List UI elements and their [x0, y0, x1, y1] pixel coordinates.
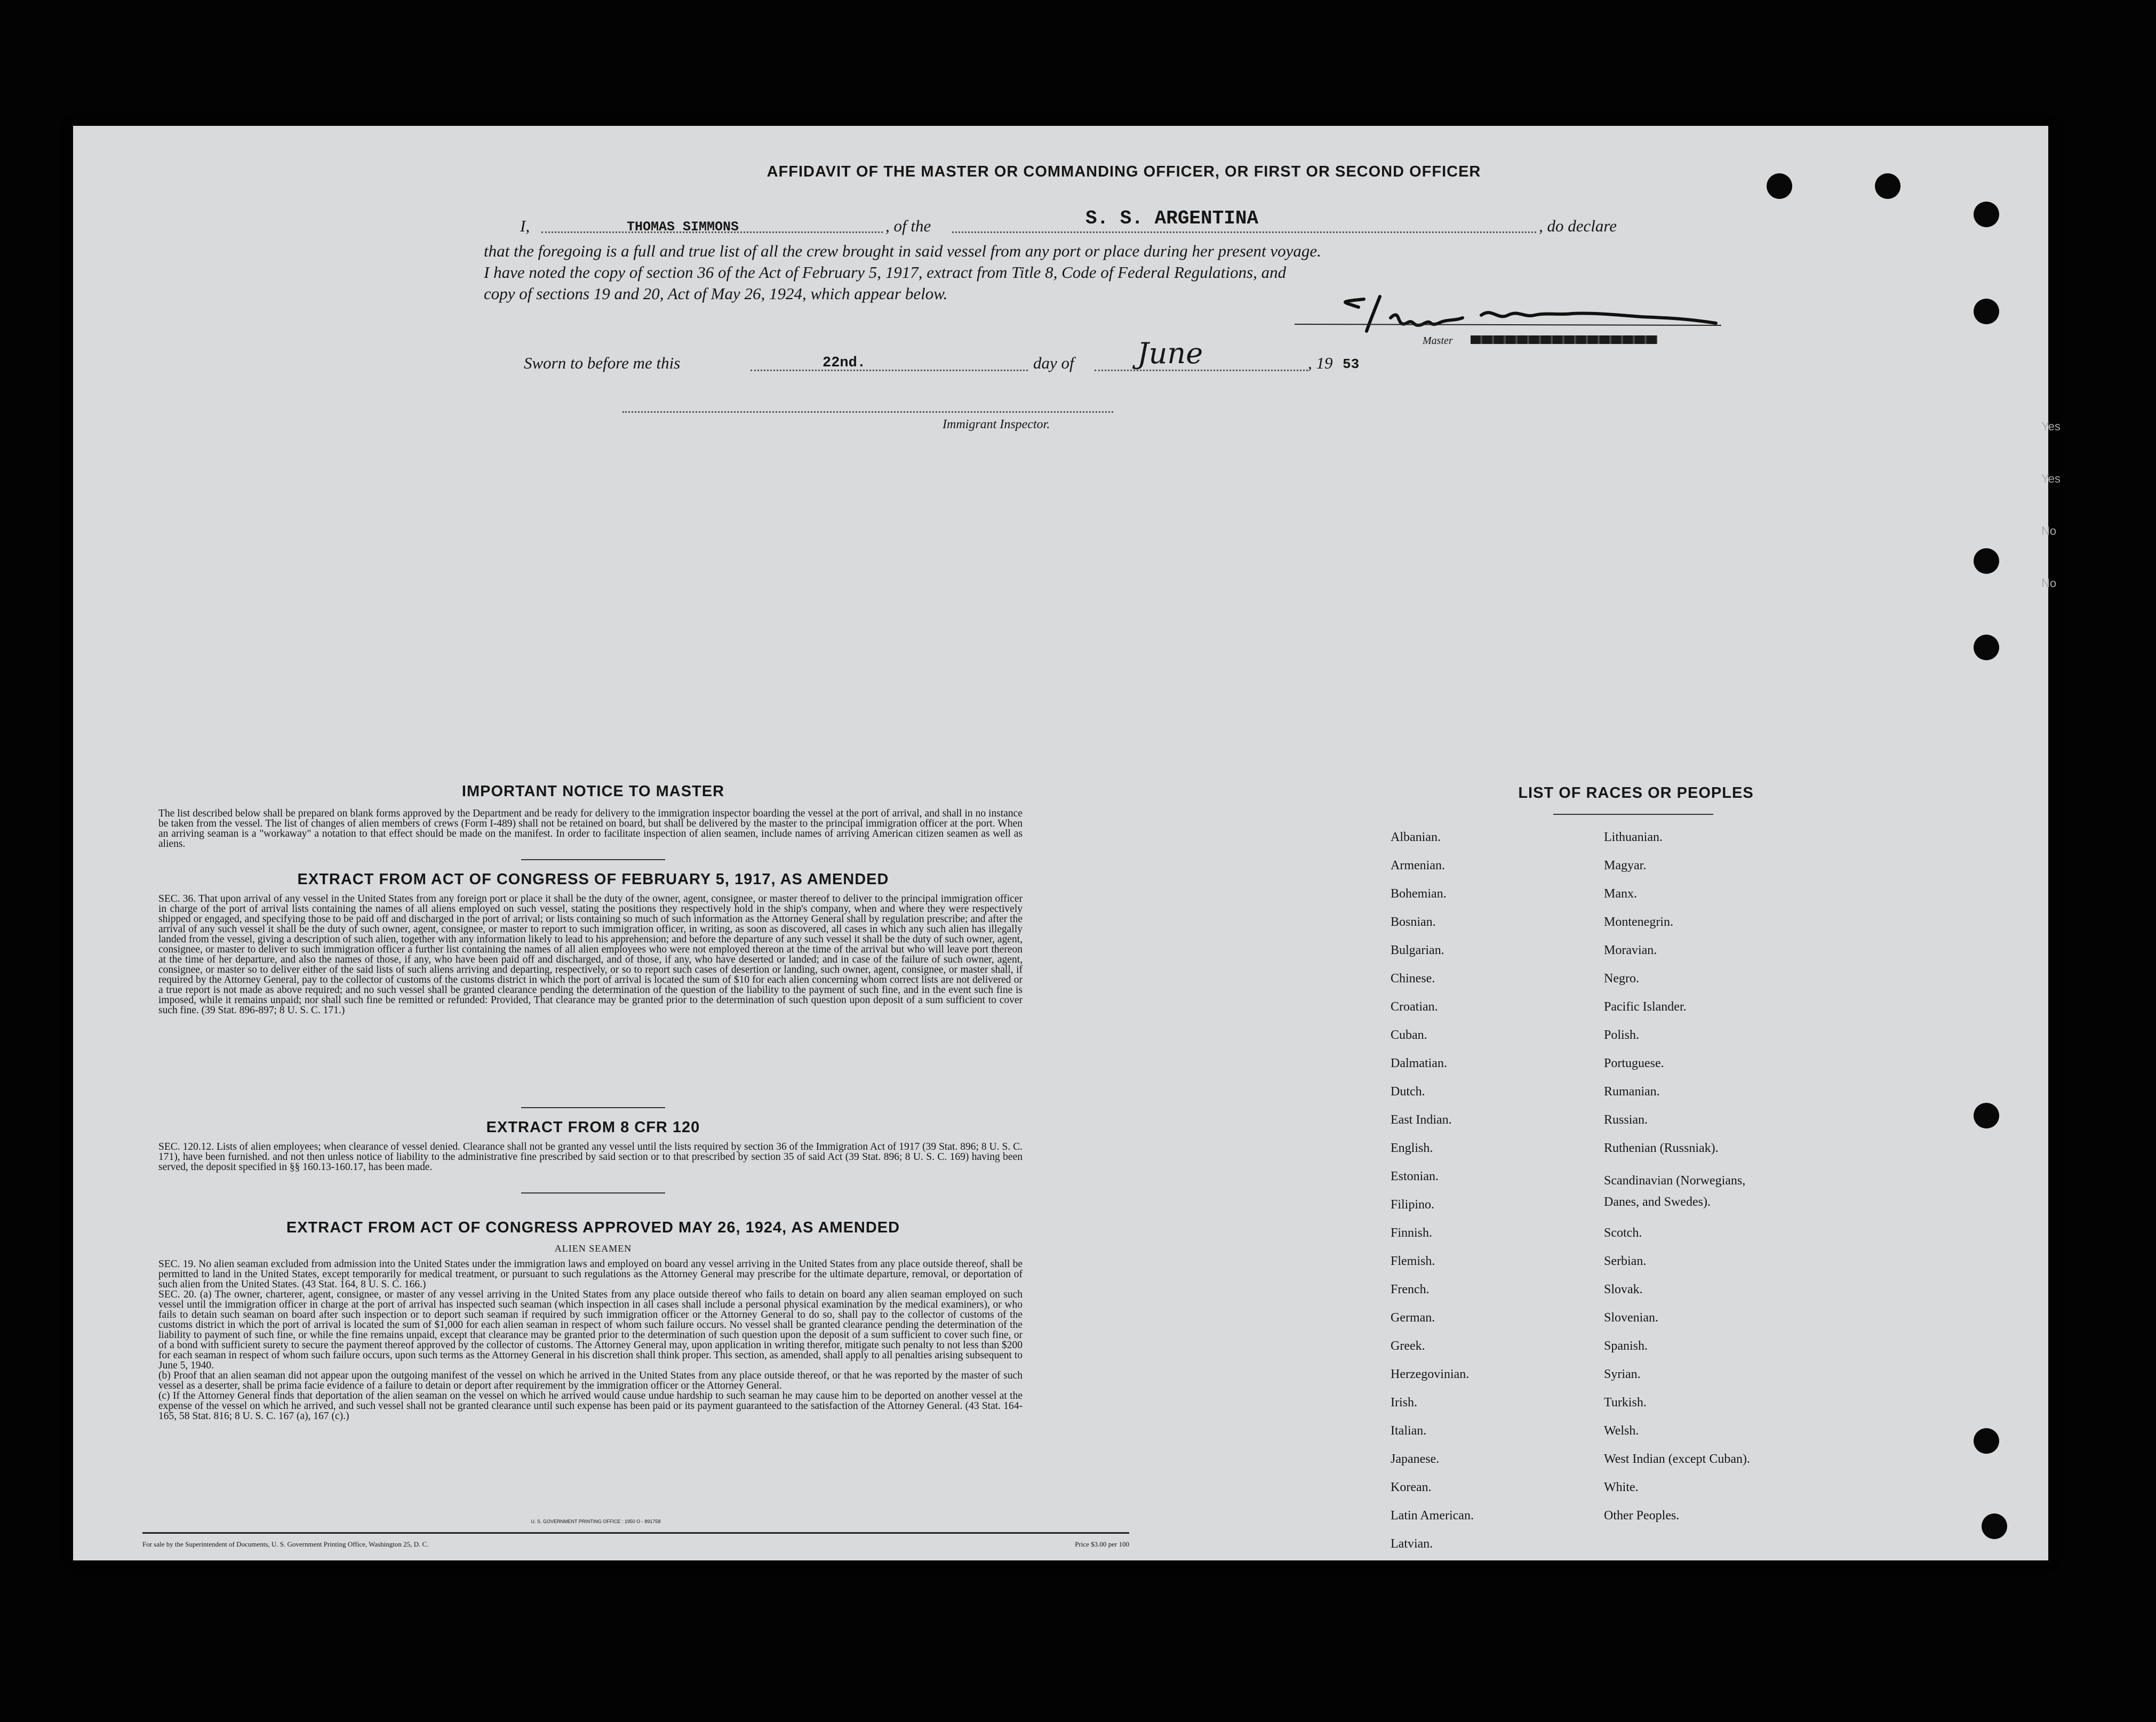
- race-item: English.: [1391, 1141, 1433, 1155]
- race-item: Finnish.: [1391, 1226, 1433, 1240]
- race-item: Bosnian.: [1391, 915, 1436, 929]
- vessel-name-field: S. S. ARGENTINA: [1085, 207, 1259, 229]
- race-item: Herzegovinian.: [1391, 1367, 1470, 1381]
- declaration-line-1: [520, 207, 1726, 237]
- divider: [521, 859, 665, 860]
- notice-title: IMPORTANT NOTICE TO MASTER: [461, 783, 725, 800]
- race-item: Pacific Islander.: [1604, 1000, 1687, 1014]
- declaration-line-4: copy of sections 19 and 20, Act of May 26, 1924, which appear below.: [484, 284, 948, 303]
- sworn-prefix: Sworn to before me this: [524, 354, 681, 372]
- race-item: Scandinavian (Norwegians,: [1604, 1174, 1746, 1188]
- race-item: German.: [1391, 1311, 1435, 1325]
- race-item: Albanian.: [1391, 830, 1441, 844]
- divider: [1553, 814, 1713, 815]
- punch-hole-icon: [1767, 173, 1792, 199]
- race-item: Slovak.: [1604, 1283, 1643, 1296]
- race-item: Magyar.: [1604, 859, 1647, 872]
- affidavit-title: AFFIDAVIT OF THE MASTER OR COMMANDING OFFICER, OR FIRST OR SECOND OFFICER: [766, 163, 1481, 180]
- extract3-paragraph: (c) If the Attorney General finds that deportation of the alien seaman on the vessel on which he arrived would cause undue hardship to such seaman he may cause him to be deported on another vessel at the expense of the vessel on which he arrived, and such vessel shall not be granted clearance until such expense has been paid or its payment guaranteed to the satisfaction of the Attorney General. (43 Stat. 164-165, 58 Stat. 816; 8 U. S. C. 167 (a), 167 (c).): [158, 1390, 1023, 1422]
- race-item: Syrian.: [1604, 1367, 1641, 1381]
- vessel-dotline: [952, 231, 1536, 233]
- struck-out-title: [1471, 335, 1657, 344]
- of-the-text: , of the: [885, 217, 931, 235]
- punch-hole-icon: [1974, 1428, 1999, 1454]
- race-item: Estonian.: [1391, 1170, 1439, 1183]
- extract3-title: EXTRACT FROM ACT OF CONGRESS APPROVED MAY 26, 1924, AS AMENDED: [286, 1219, 900, 1236]
- race-item: Latvian.: [1391, 1537, 1433, 1551]
- declaration-line-2: that the foregoing is a full and true list of all the crew brought in said vessel from any port or place during her present voyage.: [484, 242, 1321, 260]
- race-item: Japanese.: [1391, 1452, 1440, 1466]
- race-item: Negro.: [1604, 972, 1639, 986]
- bleed-text: Yes: [2041, 472, 2061, 485]
- punch-hole-icon: [1974, 202, 1999, 227]
- race-item: Chinese.: [1391, 972, 1435, 986]
- race-item: Danes, and Swedes).: [1604, 1195, 1711, 1209]
- race-item: West Indian (except Cuban).: [1604, 1452, 1750, 1466]
- footer-right: Price $3.00 per 100: [1075, 1540, 1129, 1548]
- day-of-text: day of: [1033, 354, 1074, 372]
- race-item: Armenian.: [1391, 859, 1445, 872]
- race-item: Dutch.: [1391, 1085, 1425, 1099]
- sworn-month-field: June: [1137, 337, 1203, 370]
- bleed-text: No: [2041, 524, 2057, 538]
- race-item: Greek.: [1391, 1339, 1425, 1353]
- race-item: Moravian.: [1604, 943, 1657, 957]
- race-item: Slovenian.: [1604, 1311, 1658, 1325]
- extract3-paragraph: SEC. 19. No alien seaman excluded from admission into the United States under the immigration laws and employed on board any vessel arriving in the United States from any place outside thereof, shall be permitted to land in the United States, except temporarily for medical treatment, or pursuant to such regulations as the Attorney General may prescribe for the ultimate departure, removal, or deportation of such alien from the United States. (43 Stat. 164, 8 U. S. C. 166.): [158, 1259, 1023, 1290]
- races-title: LIST OF RACES OR PEOPLES: [1518, 784, 1754, 802]
- master-caption: Master: [1423, 335, 1453, 347]
- bleed-text: No: [2041, 576, 2057, 590]
- extract1-title: EXTRACT FROM ACT OF CONGRESS OF FEBRUARY 5, 1917, AS AMENDED: [297, 871, 889, 888]
- race-item: Ruthenian (Russniak).: [1604, 1141, 1719, 1155]
- extract3-paragraph: (b) Proof that an alien seaman did not appear upon the outgoing manifest of the vessel on which he arrived in the United States from any place outside thereof, or that he was reported by the master of such vessel as a deserter, shall be prima facie evidence of a failure to detain or deport after requirement by the immigration officer or the Attorney General.: [158, 1370, 1023, 1391]
- extract1-body: SEC. 36. That upon arrival of any vessel in the United States from any foreign port or place it shall be the duty of the owner, agent, consignee, or master thereof to deliver to the principal immigration officer in charge of the port of arrival lists containing the names of all aliens employed on such vessel, stating the positions they respectively hold in the ship's company, when and where they were respectively shipped or engaged, and specifying those to be paid off and discharged in the port of arrival; or lists containing so much of such information as the Attorney General shall by regulation prescribe; and after the arrival of any such vessel it shall be the duty of such owner, agent, consignee, or master to report to such immigration officer, in writing, as soon as discovered, all cases in which any such alien has illegally landed from the vessel, giving a description of such alien, together with any information likely to lead to his apprehension; and before the departure of any such vessel it shall be the duty of such owner, agent, consignee, or master to deliver to such immigration officer a further list containing the names of all alien employees who were not employed thereon at the time of the arrival but who will leave port thereon at the time of her departure, and also the names of those, if any, who have been paid off and discharged, and of those, if any, who have deserted or landed; and in case of the failure of such owner, agent, consignee, or master so to deliver either of the said lists of such aliens arriving and departing, respectively, or so to report such cases of desertion or landing, such owner, agent, consignee, or master shall, if required by the Attorney General, pay to the collector of customs of the customs district in which the port of arrival is located the sum of $10 for each alien concerning whom correct lists are not delivered or a true report is not made as above required; and no such vessel shall be granted clearance pending the determination of the question of the liability to the payment of such fine, and in the event such fine is imposed, while it remains unpaid; nor shall such fine be remitted or refunded: Provided, That clearance may be granted prior to the determination of such question upon deposit of a sum sufficient to cover such fine. (39 Stat. 896-897; 8 U. S. C. 171.): [158, 893, 1023, 1016]
- race-item: Turkish.: [1604, 1396, 1647, 1409]
- inspector-caption: Immigrant Inspector.: [943, 418, 1050, 431]
- race-item: Bulgarian.: [1391, 943, 1444, 957]
- race-item: Welsh.: [1604, 1424, 1639, 1438]
- printing-office-line: U. S. GOVERNMENT PRINTING OFFICE : 1950 O - 891758: [531, 1519, 661, 1524]
- race-item: Cuban.: [1391, 1028, 1427, 1042]
- race-item: Russian.: [1604, 1113, 1648, 1127]
- race-item: Serbian.: [1604, 1254, 1647, 1268]
- race-item: Lithuanian.: [1604, 830, 1663, 844]
- footer-rule: [142, 1532, 1129, 1534]
- notice-body: The list described below shall be prepared on blank forms approved by the Department and be ready for delivery to the immigration inspector boarding the vessel at the port of arrival, and shall in no instance be taken from the vessel. The list of changes of alien members of crews (Form I-489) shall not be retained on board, but shall be delivered by the master to the principal immigration officer at the port. When an arriving seaman is a "workaway" a notation to that effect should be made on the manifest. In order to facilitate inspection of alien seamen, include names of arriving American citizen seamen as well as aliens.: [158, 808, 1023, 850]
- extract2-body: SEC. 120.12. Lists of alien employees; when clearance of vessel denied. Clearance shall not be granted any vessel until the lists required by section 36 of the Immigration Act of 1917 (39 Stat. 896; 8 U. S. C. 171), have been furnished. and not then unless notice of liability to the administrative fine prescribed by said section or to that prescribed by section 35 of said Act (39 Stat. 896; 8 U. S. C. 169) having been served, the deposit specified in §§ 160.13-160.17, has been made.: [158, 1141, 1023, 1173]
- extract2-title: EXTRACT FROM 8 CFR 120: [486, 1119, 700, 1136]
- divider: [521, 1192, 665, 1194]
- race-item: Manx.: [1604, 887, 1637, 901]
- races-column-2: [1604, 823, 1903, 1530]
- do-declare-text: , do declare: [1539, 217, 1617, 235]
- race-item: Irish.: [1391, 1396, 1417, 1409]
- races-column-1: [1391, 823, 1572, 1558]
- affidavit-form-sheet: [73, 126, 2061, 1560]
- day-dotline: [750, 370, 1028, 371]
- race-item: Latin American.: [1391, 1509, 1474, 1523]
- race-item: Italian.: [1391, 1424, 1427, 1438]
- race-item: Scotch.: [1604, 1226, 1642, 1240]
- year-prefix: , 19: [1308, 354, 1333, 372]
- race-item: Other Peoples.: [1604, 1509, 1680, 1523]
- race-item: Polish.: [1604, 1028, 1640, 1042]
- extract3-body: [158, 1259, 1023, 1421]
- inspector-dotline: [622, 411, 1113, 413]
- race-item: East Indian.: [1391, 1113, 1452, 1127]
- race-item: Filipino.: [1391, 1198, 1435, 1212]
- race-item: French.: [1391, 1283, 1430, 1296]
- race-item: Rumanian.: [1604, 1085, 1660, 1099]
- race-item: White.: [1604, 1480, 1639, 1494]
- race-item: Bohemian.: [1391, 887, 1447, 901]
- divider: [521, 1107, 665, 1108]
- punch-hole-icon: [1974, 299, 1999, 324]
- declaration-line-3: I have noted the copy of section 36 of the Act of February 5, 1917, extract from Title 8, Code of Federal Regulations, and: [484, 263, 1287, 282]
- race-item: Montenegrin.: [1604, 915, 1673, 929]
- sworn-day-field: 22nd.: [823, 355, 866, 371]
- punch-hole-icon: [1982, 1513, 2007, 1539]
- extract3-paragraph: SEC. 20. (a) The owner, charterer, agent, consignee, or master of any vessel arriving in the United States from any place outside thereof who fails to detain on board any alien seaman employed on such vessel until the immigration officer in charge at the port of arrival has inspected such seaman (which inspection in all cases shall include a personal physical examination by the medical examiners), or who fails to detain such seaman on board after such inspection or to deport such seaman if required by such immigration officer or the Attorney General to do so, shall pay to the collector of customs of the customs district in which the port of arrival is located the sum of $1,000 for each alien seaman in respect of whom such failure occurs. No vessel shall be granted clearance pending the determination of the liability to payment of such fine, or while the fine remains unpaid, except that clearance may be granted prior to the determination of such question upon the deposit of a sum sufficient to cover such fine, or of a bond with sufficient surety to secure the payment thereof approved by the collector of customs. The Attorney General may, upon application in writing therefor, mitigate such penalty to not less than $200 for each seaman in respect of whom such failure occurs, upon such terms as the Attorney General in his discretion shall think proper. This section, as amended, shall apply to all penalties arising subsequent to June 5, 1940.: [158, 1289, 1023, 1371]
- race-item: Flemish.: [1391, 1254, 1435, 1268]
- punch-hole-icon: [1875, 173, 1901, 199]
- punch-hole-icon: [1974, 548, 1999, 574]
- race-item: Spanish.: [1604, 1339, 1648, 1353]
- race-item: Portuguese.: [1604, 1056, 1664, 1070]
- master-name-field: THOMAS SIMMONS: [627, 219, 739, 235]
- extract3-subtitle: ALIEN SEAMEN: [554, 1243, 632, 1254]
- bleed-text: Yes: [2041, 420, 2061, 433]
- bleed-through-column: [2041, 401, 2073, 610]
- year-field: 53: [1343, 356, 1360, 372]
- declaration-i: I,: [520, 217, 530, 235]
- punch-hole-icon: [1974, 635, 1999, 660]
- race-item: Dalmatian.: [1391, 1056, 1447, 1070]
- race-item: Croatian.: [1391, 1000, 1438, 1014]
- race-item: Korean.: [1391, 1480, 1432, 1494]
- footer-left: For sale by the Superintendent of Documents, U. S. Government Printing Office, Washington 25, D. C.: [142, 1540, 429, 1548]
- punch-hole-icon: [1974, 1103, 1999, 1128]
